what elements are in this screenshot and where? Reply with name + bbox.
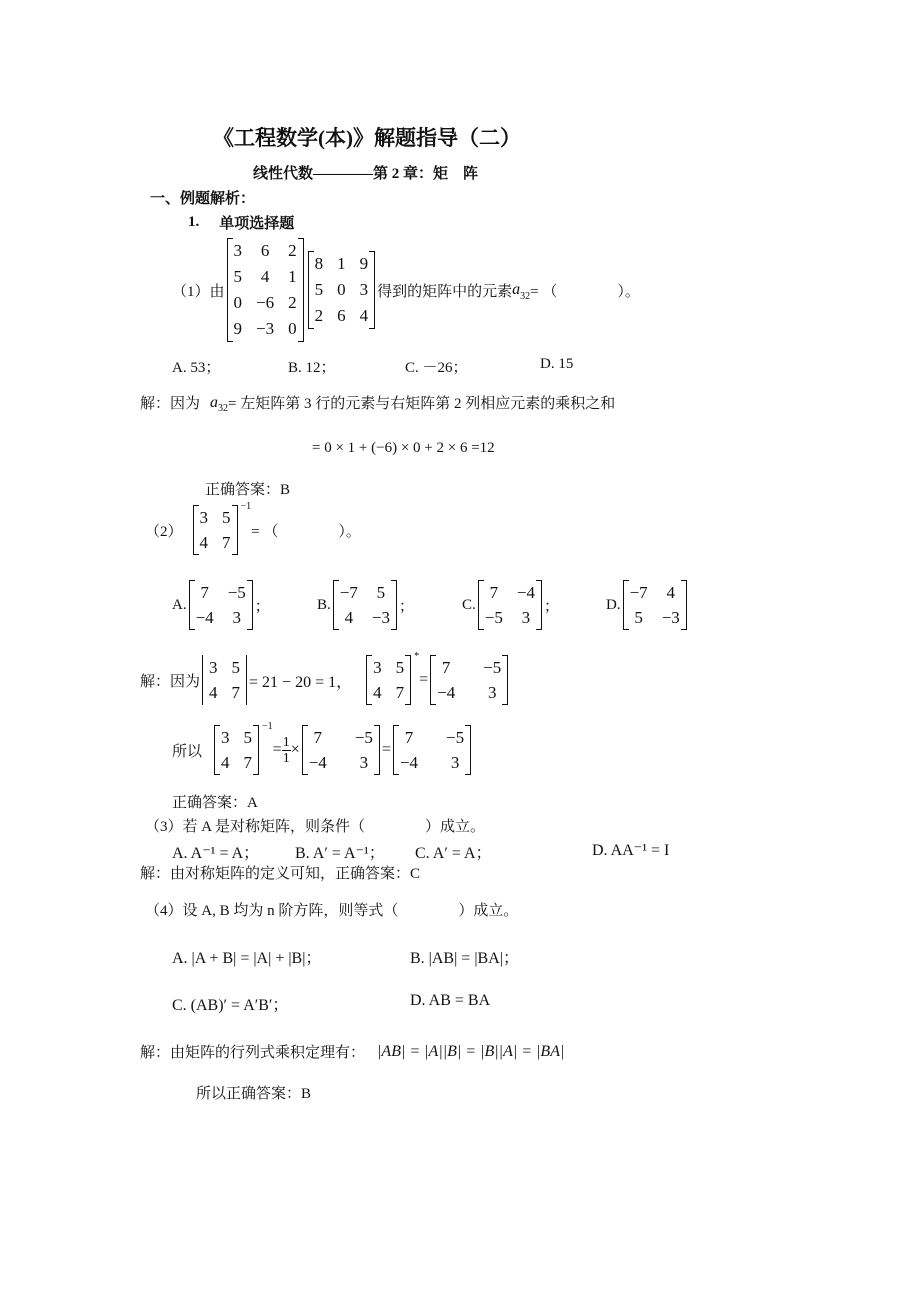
q1-option-c: C. －26； — [405, 360, 468, 376]
matrix-cell: 4 — [666, 583, 675, 602]
q2-so-line — [172, 720, 473, 775]
matrix-cell: −3 — [661, 608, 680, 627]
q3-option-c: C. A′ = A； — [415, 845, 492, 862]
option-matrix — [333, 580, 397, 630]
matrix-cell: 4 — [344, 608, 354, 627]
matrix-cell: 0 — [337, 280, 346, 299]
q2-option-d — [606, 580, 689, 630]
q2-option-a — [172, 580, 270, 630]
q4-option-b: B. |AB| = |BA|； — [410, 950, 519, 967]
question-3: （3）若 A 是对称矩阵，则条件（ ）成立。 — [145, 819, 486, 835]
matrix-cell: 0 — [288, 319, 297, 338]
q2-det-result: = 21 − 20 = 1， — [249, 673, 353, 691]
q4-sol-prefix: 解：由矩阵的行列式乘积定理有： — [140, 1045, 366, 1061]
matrix-cell: 4 — [199, 533, 209, 552]
q4-option-d: D. AB = BA — [410, 992, 491, 1009]
matrix-cell: −5 — [483, 658, 502, 677]
q3-solution: 解：由对称矩阵的定义可知，正确答案：C — [140, 866, 421, 882]
matrix-cell: 5 — [243, 728, 253, 747]
matrix-cell: 5 — [222, 508, 231, 527]
q2-solution — [140, 650, 510, 705]
question-1 — [172, 238, 640, 342]
option-label: A. — [172, 596, 187, 613]
q2-matrix — [193, 505, 238, 555]
matrix-cell: 8 — [314, 254, 324, 273]
q3-option-a: A. A⁻¹ = A； — [172, 845, 260, 862]
option-sep: ； — [254, 598, 270, 615]
matrix-cell: −5 — [354, 728, 373, 747]
matrix-cell: 3 — [359, 753, 369, 772]
matrix-cell: 5 — [314, 280, 324, 299]
q2-times: × — [290, 741, 300, 758]
q2-eq2: = — [272, 741, 282, 758]
q2-suffix: = （ ）。 — [251, 523, 361, 540]
q2-adjoint-mark: * — [414, 650, 420, 662]
q2-prefix: （2） — [145, 523, 183, 540]
q1-option-a: A. 53； — [172, 360, 221, 376]
matrix-cell: −3 — [371, 608, 390, 627]
part-heading — [188, 212, 294, 233]
q2-option-b — [317, 580, 414, 630]
matrix-cell: 4 — [221, 753, 230, 772]
matrix-cell: 3 — [373, 658, 382, 677]
q1-answer: 正确答案：B — [205, 482, 291, 498]
matrix-cell: 5 — [395, 658, 405, 677]
matrix-cell: 7 — [243, 753, 253, 772]
matrix-cell: 5 — [634, 608, 643, 627]
matrix-cell: 1 — [288, 267, 297, 286]
matrix-cell: −5 — [484, 608, 503, 627]
matrix-cell: 4 — [209, 683, 218, 702]
matrix-cell: 3 — [521, 608, 531, 627]
matrix-cell: 2 — [314, 306, 324, 325]
matrix-cell: 9 — [233, 319, 243, 338]
matrix-cell: 3 — [233, 241, 243, 260]
matrix-cell: −7 — [629, 583, 648, 602]
matrix-cell: 0 — [233, 293, 243, 312]
q4-solution — [140, 1041, 564, 1062]
matrix-cell: 3 — [232, 608, 241, 627]
matrix-cell: 4 — [373, 683, 382, 702]
matrix-cell: 5 — [233, 267, 243, 286]
q1-right-matrix — [308, 251, 376, 329]
matrix-cell: 4 — [359, 306, 369, 325]
matrix-cell: 7 — [313, 728, 323, 747]
frac-num: 1 — [282, 734, 290, 750]
option-matrix — [623, 580, 687, 630]
part-number: 1. — [188, 214, 200, 230]
matrix-cell: 3 — [199, 508, 209, 527]
matrix-cell: 7 — [395, 683, 405, 702]
q2-adjoint2 — [302, 725, 380, 775]
q4-option-c: C. (AB)′ = A′B′； — [172, 997, 289, 1014]
q2-inverse-exp2: −1 — [262, 720, 273, 732]
matrix-cell: 9 — [359, 254, 369, 273]
option-label: D. — [606, 596, 621, 613]
option-label: C. — [462, 596, 476, 613]
q1-suffix: = （ ）。 — [530, 283, 640, 300]
option-sep: ； — [543, 598, 559, 615]
matrix-cell: −4 — [516, 583, 535, 602]
q2-result — [393, 725, 471, 775]
option-matrix — [189, 580, 253, 630]
chapter-subtitle: 线性代数————第 2 章：矩 阵 — [253, 166, 479, 182]
matrix-cell: 7 — [404, 728, 414, 747]
matrix-cell: −4 — [399, 753, 419, 772]
q1-sol-var: a — [210, 393, 219, 411]
matrix-cell: −6 — [256, 293, 275, 312]
q4-option-a: A. |A + B| = |A| + |B|； — [172, 950, 322, 967]
question-2 — [145, 500, 361, 555]
matrix-cell: −4 — [195, 608, 214, 627]
matrix-cell: 6 — [337, 306, 346, 325]
q2-sol-prefix: 解：因为 — [140, 673, 201, 690]
option-matrix — [478, 580, 542, 630]
q3-option-d: D. AA⁻¹ = I — [592, 842, 670, 859]
q2-adjoint — [430, 655, 508, 705]
matrix-cell: 5 — [231, 658, 241, 677]
q2-answer: 正确答案：A — [172, 795, 258, 811]
q2-fraction — [282, 735, 291, 766]
matrix-cell: 3 — [209, 658, 218, 677]
document-title: 《工程数学(本)》解题指导（二） — [213, 126, 521, 150]
q1-prefix: （1）由 — [172, 283, 225, 300]
part-label: 单项选择题 — [219, 216, 295, 232]
q1-option-d: D. 15 — [540, 356, 574, 372]
matrix-cell: 7 — [489, 583, 499, 602]
q1-sol-sub: 32 — [218, 403, 229, 414]
q1-calculation: = 0 × 1 + (−6) × 0 + 2 × 6 =12 — [312, 440, 495, 456]
q1-text: 得到的矩阵中的元素 — [377, 283, 513, 300]
q4-answer: 所以正确答案：B — [196, 1086, 312, 1102]
matrix-cell: 6 — [260, 241, 270, 260]
q1-var: a — [512, 281, 521, 298]
q2-determinant — [202, 655, 247, 705]
matrix-cell: 1 — [337, 254, 346, 273]
matrix-cell: 7 — [200, 583, 209, 602]
matrix-cell: 7 — [441, 658, 451, 677]
q1-left-matrix — [227, 238, 304, 342]
option-label: B. — [317, 596, 331, 613]
q2-inverse-exp: −1 — [240, 500, 252, 512]
option-sep: ； — [398, 598, 414, 615]
section-heading: 一、例题解析： — [150, 191, 256, 207]
q1-sol-prefix: 解：因为 — [140, 396, 201, 412]
q1-option-b: B. 12； — [288, 360, 336, 376]
matrix-cell: −4 — [308, 753, 327, 772]
matrix-cell: −3 — [256, 319, 275, 338]
matrix-cell: 4 — [260, 267, 270, 286]
q2-eq: = — [419, 671, 429, 688]
matrix-cell: −5 — [227, 583, 246, 602]
matrix-cell: 3 — [359, 280, 369, 299]
matrix-cell: 7 — [222, 533, 231, 552]
q3-option-b: B. A′ = A⁻¹； — [295, 845, 385, 862]
matrix-cell: −7 — [339, 583, 358, 602]
matrix-cell: 3 — [221, 728, 230, 747]
matrix-cell: −4 — [437, 683, 456, 702]
q1-sol-text: = 左矩阵第 3 行的元素与右矩阵第 2 列相应元素的乘积之和 — [228, 396, 616, 412]
matrix-cell: 3 — [450, 753, 460, 772]
q2-so: 所以 — [172, 743, 203, 760]
frac-den: 1 — [282, 750, 290, 766]
q1-sub: 32 — [520, 290, 531, 302]
q4-sol-formula: |AB| = |A||B| = |B||A| = |BA| — [377, 1042, 565, 1060]
q2-option-c — [462, 580, 559, 630]
q2-eq3: = — [381, 741, 391, 758]
q2-adj-source — [366, 655, 411, 705]
matrix-cell: 5 — [376, 583, 386, 602]
matrix-cell: 2 — [288, 241, 297, 260]
q2-inverse-matrix — [214, 725, 259, 775]
matrix-cell: 3 — [488, 683, 497, 702]
matrix-cell: 7 — [231, 683, 241, 702]
matrix-cell: −5 — [446, 728, 465, 747]
q1-solution — [140, 392, 615, 413]
question-4: （4）设 A, B 均为 n 阶方阵，则等式（ ）成立。 — [145, 903, 519, 919]
matrix-cell: 2 — [288, 293, 297, 312]
